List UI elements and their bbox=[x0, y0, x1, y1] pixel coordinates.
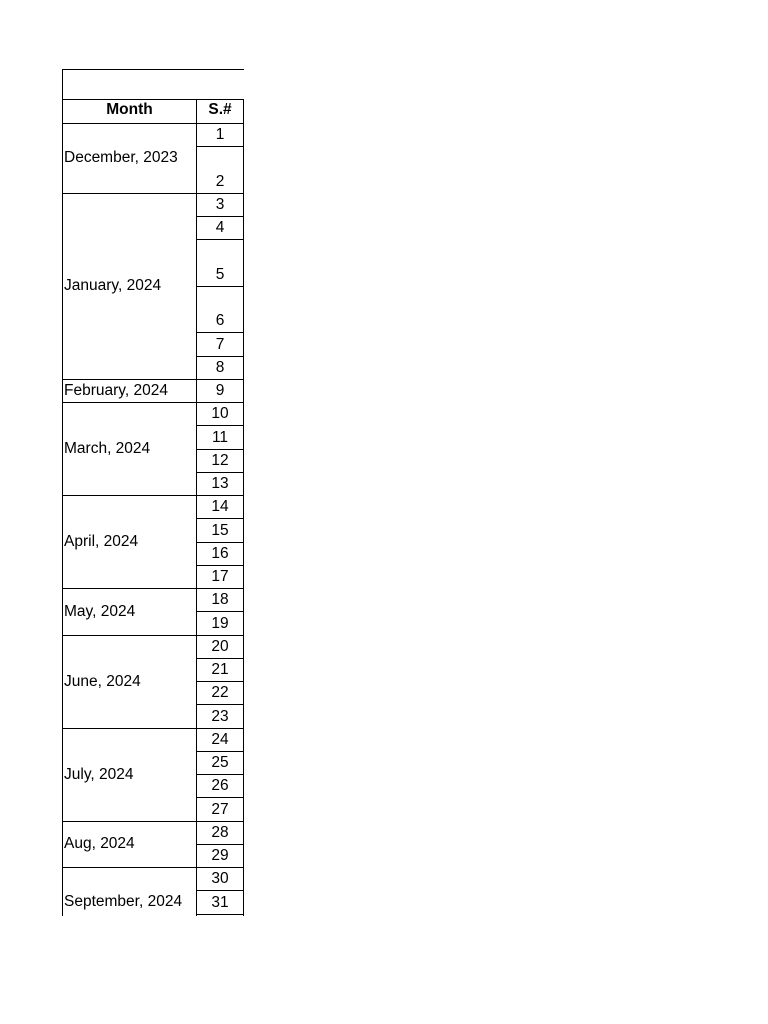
serial-number-cell: 9 bbox=[196, 379, 244, 403]
month-cell: March, 2024 bbox=[62, 402, 197, 496]
serial-number-cell: 15 bbox=[196, 518, 244, 543]
serial-number-cell: 8 bbox=[196, 356, 244, 380]
serial-number-cell: 30 bbox=[196, 867, 244, 891]
month-cell: September, 2024 bbox=[62, 867, 197, 916]
serial-number-cell: 2 bbox=[196, 146, 244, 194]
serial-number-cell: 5 bbox=[196, 239, 244, 287]
serial-number-cell: 22 bbox=[196, 681, 244, 705]
serial-number-cell: 12 bbox=[196, 449, 244, 473]
serial-number-cell: 1 bbox=[196, 123, 244, 147]
serial-number-cell: 24 bbox=[196, 728, 244, 752]
serial-number-cell: 4 bbox=[196, 216, 244, 240]
serial-number-cell: 7 bbox=[196, 332, 244, 357]
serial-number-cell: 23 bbox=[196, 704, 244, 729]
serial-number-cell: 20 bbox=[196, 635, 244, 659]
serial-number-cell bbox=[196, 914, 244, 916]
serial-number-cell: 18 bbox=[196, 588, 244, 612]
month-column-header: Month bbox=[62, 99, 197, 124]
serial-number-cell: 13 bbox=[196, 472, 244, 496]
month-cell: January, 2024 bbox=[62, 193, 197, 380]
serial-number-cell: 14 bbox=[196, 495, 244, 519]
serial-number-cell: 27 bbox=[196, 797, 244, 822]
serial-number-cell: 19 bbox=[196, 611, 244, 636]
month-cell: Aug, 2024 bbox=[62, 821, 197, 868]
serial-number-cell: 21 bbox=[196, 658, 244, 682]
serial-number-cell: 31 bbox=[196, 890, 244, 915]
serial-number-cell: 16 bbox=[196, 542, 244, 566]
serial-number-cell: 26 bbox=[196, 774, 244, 798]
serial-number-cell: 29 bbox=[196, 844, 244, 868]
month-cell: February, 2024 bbox=[62, 379, 197, 403]
serial-number-cell: 6 bbox=[196, 286, 244, 333]
table-clip-region bbox=[62, 69, 244, 916]
serial-number-cell: 3 bbox=[196, 193, 244, 217]
month-cell: July, 2024 bbox=[62, 728, 197, 822]
serial-number-cell: 25 bbox=[196, 751, 244, 775]
serial-number-cell: 10 bbox=[196, 402, 244, 426]
month-cell: June, 2024 bbox=[62, 635, 197, 729]
serial-column-header: S.# bbox=[196, 99, 244, 124]
table-title-row bbox=[62, 69, 244, 100]
serial-number-cell: 11 bbox=[196, 425, 244, 450]
serial-number-cell: 17 bbox=[196, 565, 244, 589]
month-cell: December, 2023 bbox=[62, 123, 197, 194]
serial-number-cell: 28 bbox=[196, 821, 244, 845]
month-cell: May, 2024 bbox=[62, 588, 197, 636]
month-cell: April, 2024 bbox=[62, 495, 197, 589]
